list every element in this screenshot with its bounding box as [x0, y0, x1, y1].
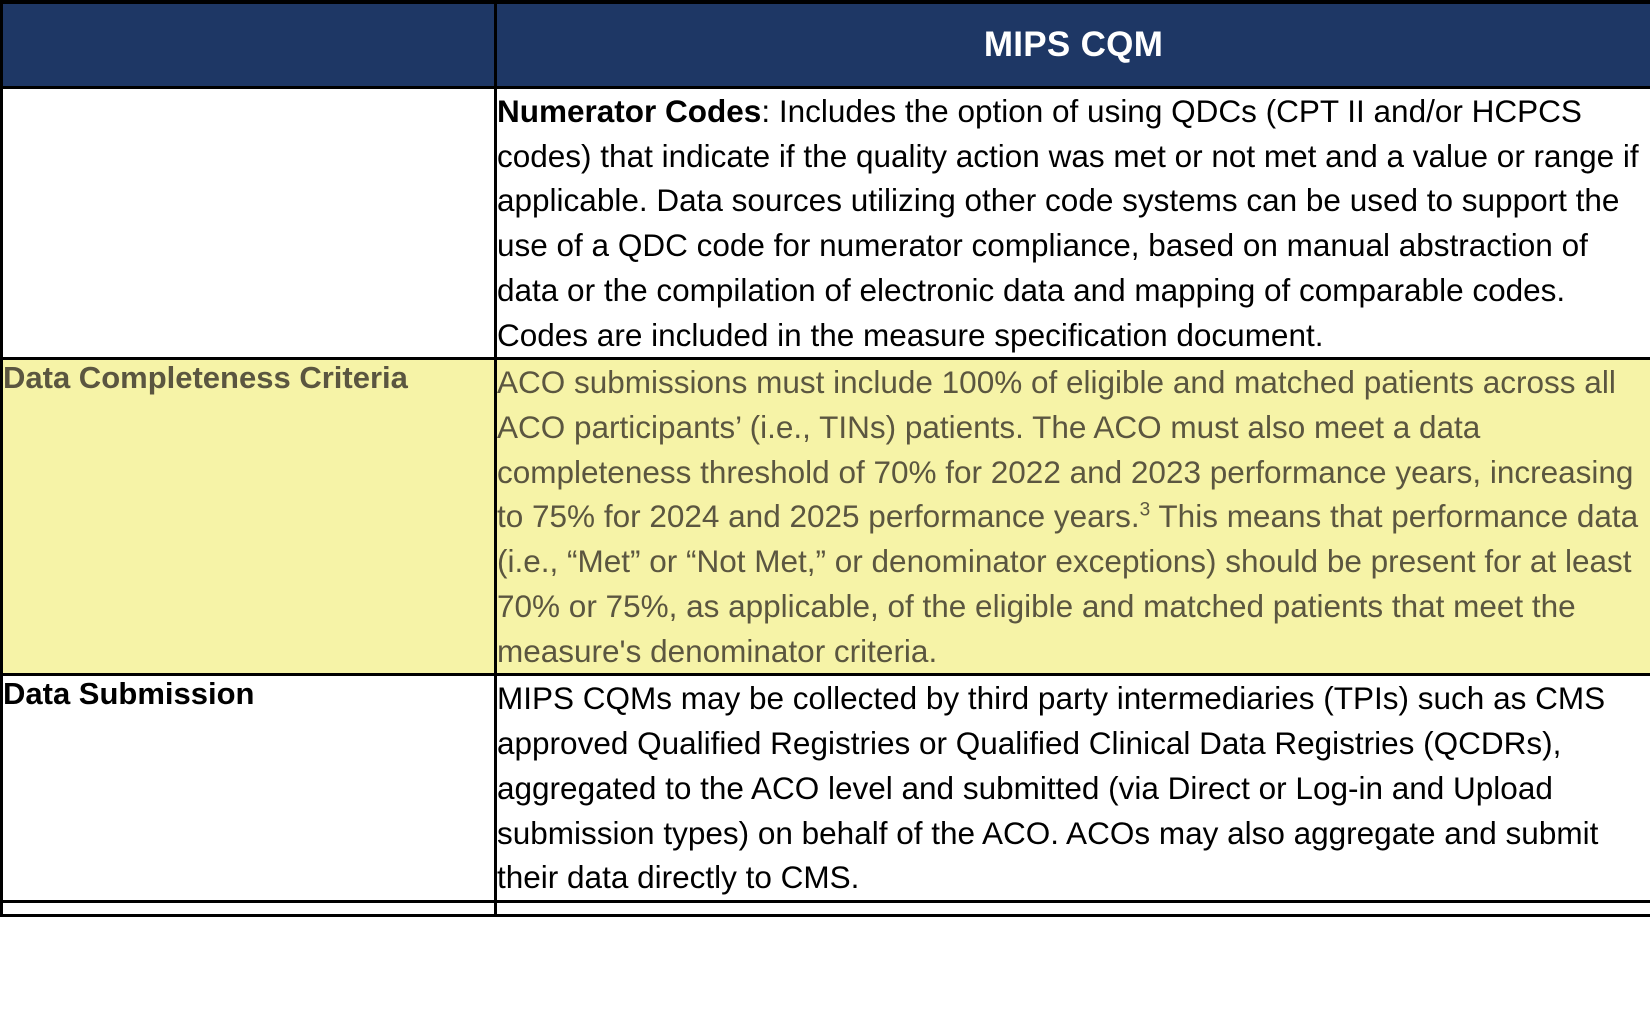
- table-header-row: [2, 2, 1650, 88]
- table-row-numerator-codes: [2, 88, 1650, 359]
- header-cell-mips-cqm: MIPS CQM: [496, 2, 1650, 88]
- data-completeness-text-part-2: This means that performance data (i.e., “Met” or “Not Met,” or denominator exceptions) should be present for at least 70% or 75%, as applicable, of the eligible and matched patients that meet the measure's denominator criteria.: [497, 498, 1639, 669]
- table-row-data-completeness-criteria: [2, 359, 1650, 675]
- table-row-data-submission: [2, 675, 1650, 902]
- row-value-numerator-codes: [496, 88, 1650, 359]
- partial-row-label-cell: [2, 901, 496, 915]
- numerator-codes-lead-label: Numerator Codes: [497, 93, 762, 129]
- row-value-data-submission: MIPS CQMs may be collected by third party intermediaries (TPIs) such as CMS approved Qualified Registries or Qualified Clinical Data Registries (QCDRs), aggregated to the ACO level and submitted (via Direct or Log-in and Upload submission types) on behalf of the ACO. ACOs may also aggregate and submit their data directly to CMS.: [496, 675, 1650, 902]
- numerator-codes-body-text: Includes the option of using QDCs (CPT II and/or HCPCS codes) that indicate if the quality action was met or not met and a value or range if applicable. Data sources utilizing other code systems can be used to support the use of a QDC code for numerator compliance, based on manual abstraction of data or the compilation of electronic data and mapping of comparable codes. Codes are included in the measure specification document.: [497, 93, 1639, 353]
- header-cell-label-column: [2, 2, 496, 88]
- row-label-numerator-codes: [2, 88, 496, 359]
- partial-row-value-cell: [496, 901, 1650, 915]
- data-completeness-text-part-1: ACO submissions must include 100% of eligible and matched patients across all ACO participants’ (i.e., TINs) patients. The ACO must also meet a data completeness threshold of 70% for 2022 and 2023 performance years, increasing to 75% for 2024 and 2025 performance years.: [497, 364, 1634, 535]
- row-label-data-completeness-criteria: Data Completeness Criteria: [2, 359, 496, 675]
- numerator-codes-separator: :: [761, 93, 779, 129]
- row-value-data-completeness-criteria: [496, 359, 1650, 675]
- row-label-data-submission: Data Submission: [2, 675, 496, 902]
- table-row-partial-clipped: [2, 901, 1650, 915]
- footnote-marker-3: 3: [1139, 499, 1151, 521]
